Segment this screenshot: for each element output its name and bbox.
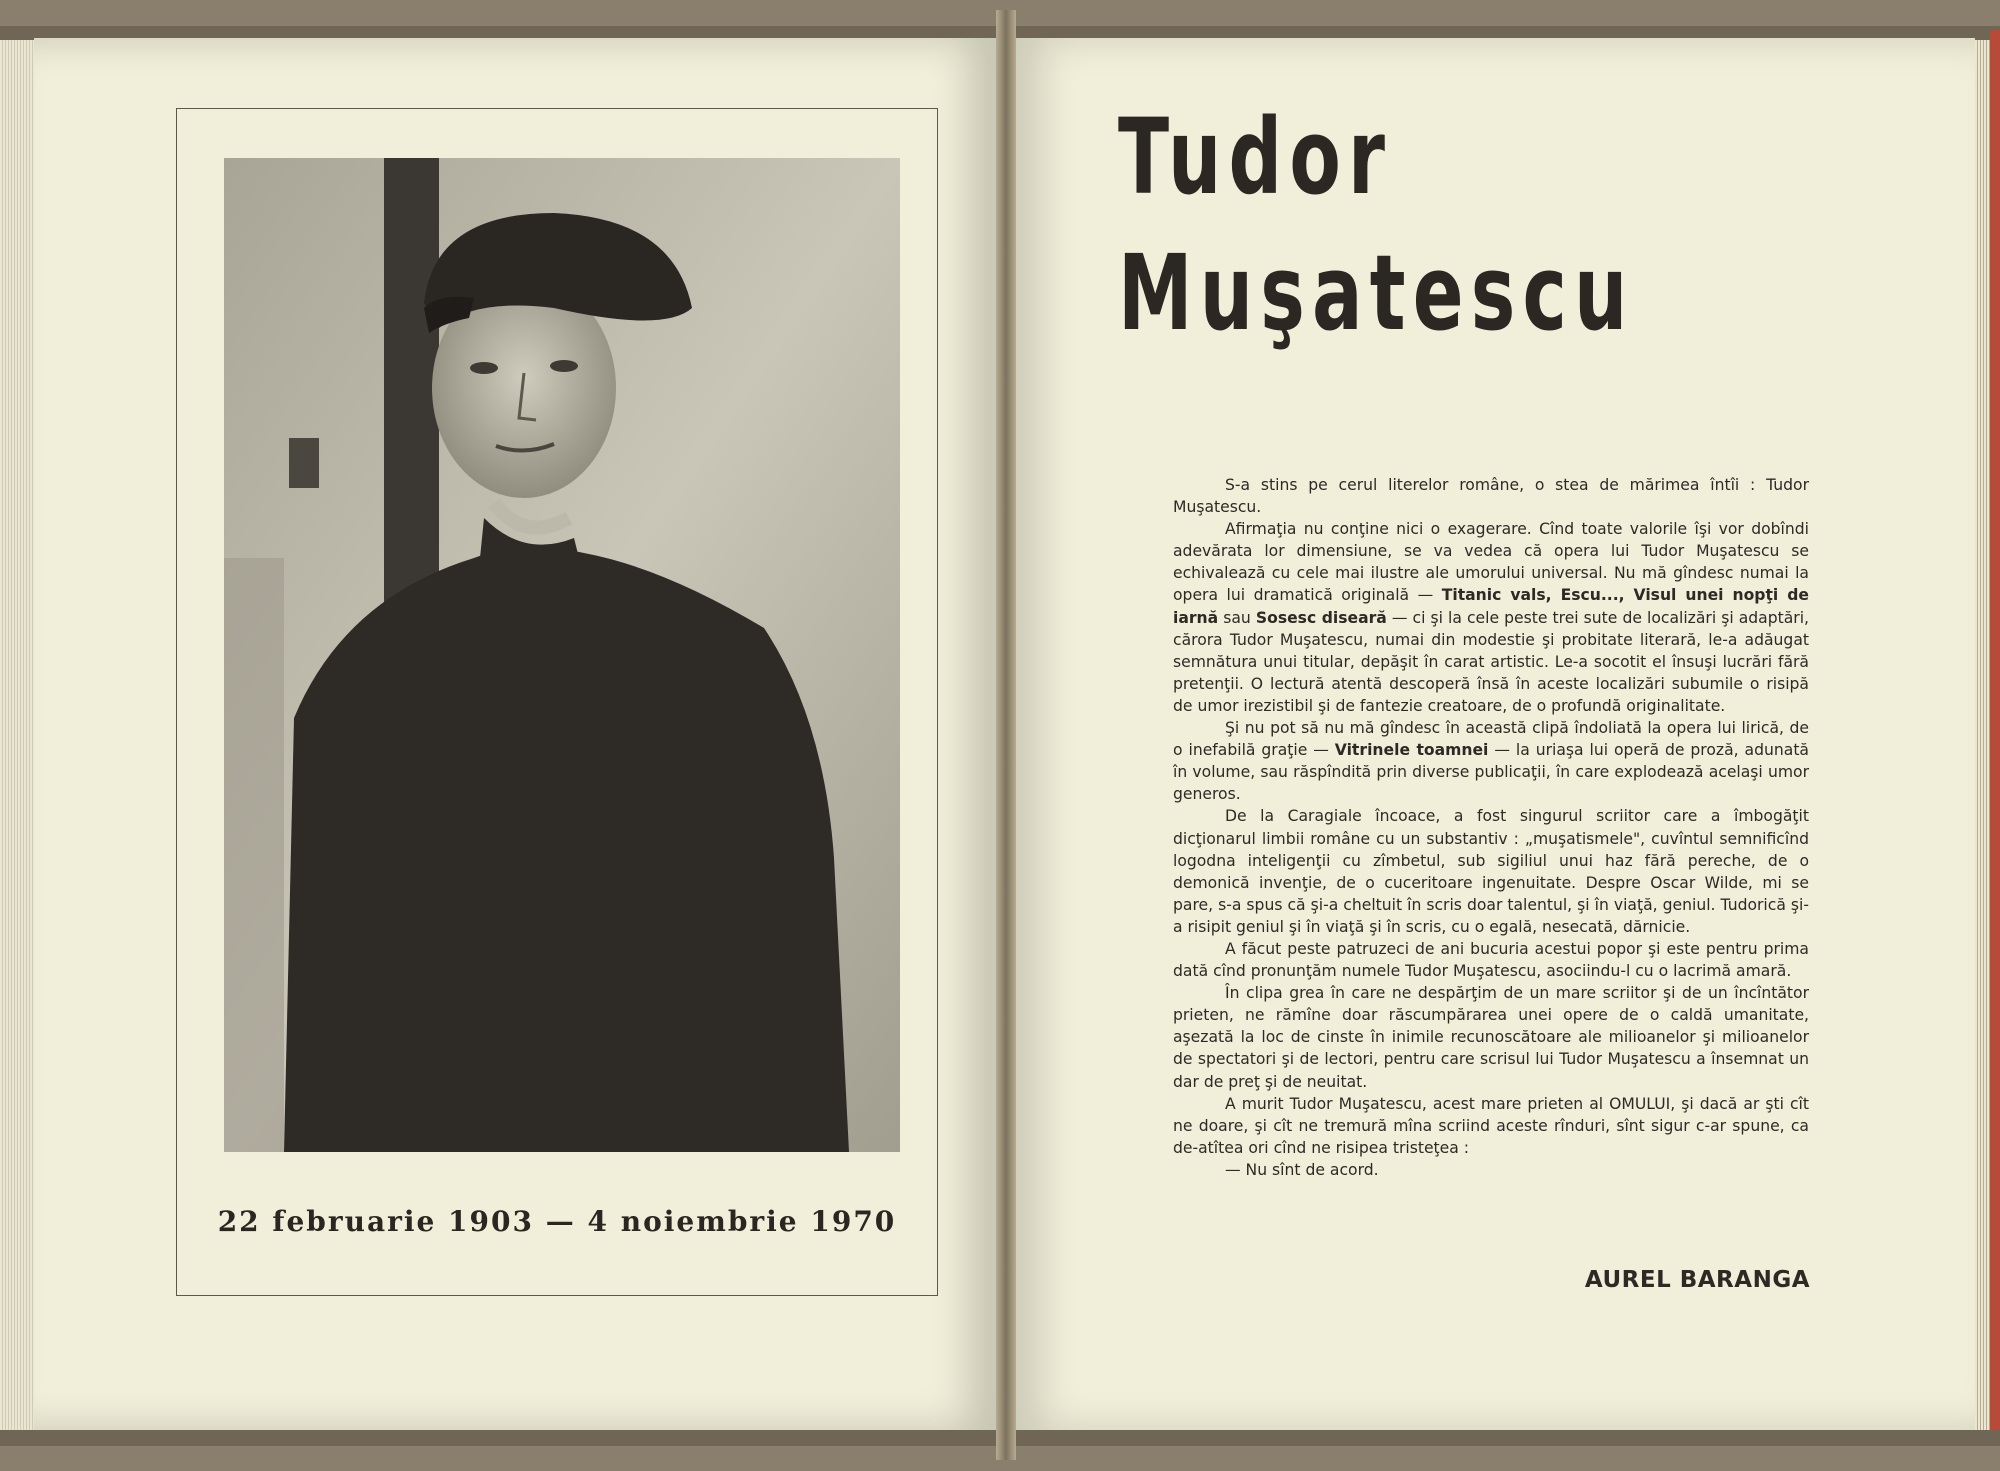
text-run: — la uriaşa lui operă de proză, adunată în volume, sau răspîndită prin diverse publicaţii, în care explodează acelaşi umor generos. (1173, 741, 1809, 804)
article-paragraph (1173, 938, 1809, 982)
article-paragraph (1173, 1093, 1809, 1159)
work-title: Vitrinele toamnei (1334, 741, 1489, 760)
text-run: S-a stins pe cerul literelor române, o stea de mărimea întîi : Tudor Muşatescu. (1173, 476, 1809, 517)
text-run: sau (1218, 608, 1256, 627)
article-paragraph (1173, 474, 1809, 518)
portrait-photo (224, 158, 900, 1152)
title-last-name: Muşatescu (1118, 232, 1635, 354)
article-paragraph (1173, 717, 1809, 805)
text-run: A făcut peste patruzeci de ani bucuria acestui popor şi este pentru prima dată cînd pronunţăm numele Tudor Muşatescu, asociindu-l cu o lacrimă amară. (1173, 939, 1809, 981)
text-run: — ci şi la cele peste trei sute de localizări şi adaptări, cărora Tudor Muşatescu, numai din modestie şi probitate literară, le-a adăugat semnătura unui titular, depăşit în carat artistic. Le-a socotit el însuşi lucrări fără pretenţii. O lectură atentă descoperă însă în aceste localizări subumile o risipă de umor irezistibil şi de fantezie creatoare, de o profundă originalitate. (1173, 608, 1810, 715)
article-paragraph (1173, 518, 1809, 717)
book-spine (996, 10, 1016, 1460)
article-paragraph (1173, 1159, 1809, 1181)
life-dates-caption: 22 februarie 1903 — 4 noiembrie 1970 (217, 1205, 897, 1238)
work-title: Sosesc diseară (1255, 608, 1387, 627)
text-run: — Nu sînt de acord. (1225, 1160, 1379, 1179)
author-signature: AUREL BARANGA (1584, 1267, 1810, 1293)
work-title: Titanic vals, Escu..., Visul unei nopţi de iarnă (1173, 586, 1809, 627)
text-run: Şi nu pot să nu mă gîndesc în această clipă îndoliată la opera lui lirică, de o inefabilă graţie — (1173, 719, 1809, 760)
obituary-article (1173, 474, 1809, 1181)
red-cover-edge (1990, 30, 2000, 1430)
article-paragraph (1173, 982, 1809, 1092)
text-run: Afirmaţia nu conţine nici o exagerare. Cînd toate valorile îşi vor dobîndi adevărata lor dimensiune, se va vedea că opera lui Tudor Muşatescu se echivalează cu cele mai ilustre ale umorului universal. Nu mă gîndesc numai la opera lui dramatică originală — (1173, 520, 1809, 605)
title-first-name: Tudor (1118, 96, 1393, 218)
text-run: În clipa grea în care ne despărţim de un mare scriitor şi de un încîntător prieten, ne rămîne doar răscumpărarea unei opere de o caldă umanitate, aşezată la loc de cinste în inimile recunoscătoare ale milioanelor şi milioanelor de spectatori şi de lectori, pentru care scrisul lui Tudor Muşatescu a însemnat un dar de preţ şi de neuitat. (1173, 984, 1809, 1091)
text-run: De la Caragiale încoace, a fost singurul scriitor care a îmbogăţit dicţionarul limbii române cu un substantiv : „muşatismele", cuvîntul semnificînd logodna inteligenţii cu zîmbetul, sub sigiliul unui haz fără pereche, de o demonică invenţie, de o cuceritoare ingenuitate. Despre Oscar Wilde, mi se pare, s-a spus că şi-a cheltuit în scris doar talentul, şi în viaţă, geniul. Tudorică şi-a risipit geniul şi în viaţă şi în scris, cu o egală, nesecată, dărnicie. (1173, 807, 1809, 936)
text-run: A murit Tudor Muşatescu, acest mare prieten al OMULUI, şi dacă ar şti cît ne doare, şi cît ne tremură mîna scriind aceste rînduri, sînt sigur c-ar spune, ca de-atîtea ori cînd ne risipea tristeţea : (1173, 1094, 1809, 1157)
article-paragraph (1173, 805, 1809, 938)
left-page-edges (0, 40, 34, 1430)
